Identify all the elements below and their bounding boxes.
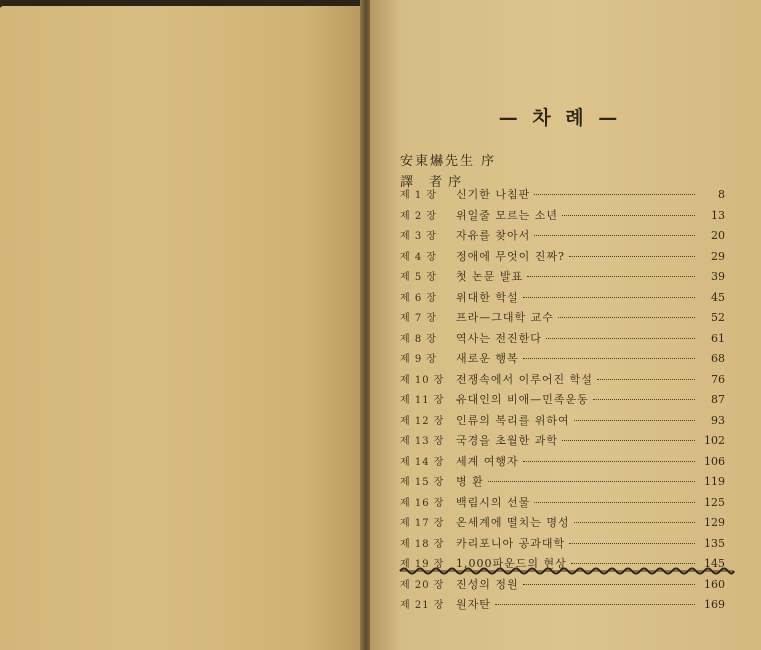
chapter-title: 카리포니아 공과대학 (456, 536, 566, 550)
toc-entry (400, 535, 725, 556)
toc-entry (400, 227, 725, 248)
preface-line: 安東爀先生 序 (400, 154, 497, 169)
toc-entry (400, 412, 725, 433)
toc-entry (400, 289, 725, 310)
toc-entry (400, 576, 725, 597)
page-number: 45 (711, 290, 725, 304)
dot-leader (574, 420, 695, 421)
toc-entry (400, 330, 725, 351)
chapter-number: 제 21 장 (400, 600, 445, 611)
chapter-title: 온세계에 떨치는 명성 (456, 516, 570, 529)
page-number: 129 (704, 516, 725, 529)
chapter-title: 위대한 학설 (456, 290, 519, 304)
toc-entry (400, 248, 725, 269)
page-number: 61 (711, 331, 725, 345)
page-number: 39 (711, 270, 725, 283)
page-number: 160 (704, 577, 725, 591)
chapter-number: 제 17 장 (400, 518, 445, 529)
chapter-title: 세계 여행자 (456, 454, 519, 468)
toc-entry (400, 514, 725, 535)
toc-entry (400, 350, 725, 371)
chapter-number: 제 13 장 (400, 436, 445, 447)
chapter-number: 제 16 장 (400, 497, 445, 509)
chapter-title: 백림시의 선물 (456, 495, 531, 509)
chapter-title: 전쟁속에서 이루어진 학설 (456, 372, 593, 386)
page-number: 87 (711, 393, 725, 406)
preface-line: 譯 者序 (400, 175, 468, 190)
chapter-title: 진성의 정원 (456, 577, 519, 591)
chapter-title: 인류의 복리를 위하여 (456, 413, 570, 427)
toc-entry (400, 432, 725, 453)
page-number: 13 (711, 208, 725, 222)
dot-leader (593, 399, 695, 400)
chapter-title: 원자탄 (456, 598, 491, 611)
dot-leader (571, 563, 695, 564)
dot-leader (546, 338, 695, 339)
page-number: 135 (704, 536, 725, 550)
page-number: 169 (704, 598, 725, 611)
toc-entry (400, 453, 725, 474)
chapter-title: 프라—그대학 교수 (456, 311, 554, 324)
chapter-title: 역사는 전진한다 (456, 331, 542, 345)
chapter-number: 제 8 장 (400, 333, 438, 345)
page-title: — 차 례 — (498, 107, 622, 129)
chapter-number: 제 18 장 (400, 538, 445, 550)
toc-entry (400, 494, 725, 515)
chapter-number: 제 20 장 (400, 579, 445, 591)
toc-entry (400, 596, 725, 617)
chapter-title: 위일줄 모르는 소년 (456, 208, 559, 222)
chapter-title: 병 환 (456, 475, 484, 488)
dot-leader (523, 461, 695, 462)
chapter-number: 제 7 장 (400, 313, 438, 324)
page-number: 93 (711, 413, 725, 427)
toc-entry (400, 186, 725, 207)
toc-entry (400, 391, 725, 412)
dot-leader (558, 317, 695, 318)
dot-leader (488, 481, 695, 482)
dot-leader (562, 215, 695, 216)
chapter-title: 1,000파운드의 현상 (456, 557, 567, 570)
page-number: 8 (718, 188, 725, 201)
chapter-number: 제 10 장 (400, 374, 445, 386)
chapter-number: 제 14 장 (400, 456, 445, 468)
page-number: 119 (704, 475, 725, 488)
page-number: 76 (711, 372, 725, 386)
dot-leader (523, 297, 695, 298)
dot-leader (534, 235, 695, 236)
page-number: 20 (711, 229, 725, 242)
toc-entry (400, 309, 725, 330)
decorative-rule (398, 565, 736, 577)
chapter-number: 제 11 장 (400, 395, 445, 406)
dot-leader (534, 194, 695, 195)
dot-leader (534, 502, 695, 503)
toc-entry (400, 371, 725, 392)
chapter-title: 자유를 찾아서 (456, 229, 531, 242)
chapter-number: 제 9 장 (400, 354, 438, 365)
page-number: 102 (704, 434, 725, 447)
page-number: 125 (704, 495, 725, 509)
dot-leader (527, 276, 695, 277)
chapter-number: 제 4 장 (400, 251, 438, 263)
chapter-number: 제 5 장 (400, 272, 438, 283)
dot-leader (523, 584, 695, 585)
dot-leader (597, 379, 695, 380)
chapter-number: 제 19 장 (400, 559, 445, 570)
dot-leader (495, 604, 695, 605)
chapter-title: 신기한 나침판 (456, 188, 531, 201)
page-number: 106 (704, 454, 725, 468)
chapter-number: 제 12 장 (400, 415, 445, 427)
chapter-title: 국경을 초월한 과학 (456, 434, 559, 447)
toc-entry (400, 268, 725, 289)
left-page (0, 6, 362, 650)
dot-leader (562, 440, 695, 441)
page-number: 68 (711, 352, 725, 365)
chapter-title: 새로운 행복 (456, 352, 519, 365)
toc-entry (400, 473, 725, 494)
chapter-title: 정애에 무엇이 진짜? (456, 249, 565, 263)
dot-leader (574, 522, 695, 523)
page-number: 29 (711, 249, 725, 263)
chapter-title: 유대인의 비애—민족운동 (456, 393, 589, 406)
chapter-number: 제 3 장 (400, 231, 438, 242)
dot-leader (569, 543, 695, 544)
dot-leader (569, 256, 695, 257)
chapter-number: 제 2 장 (400, 210, 438, 222)
page-number: 52 (711, 311, 725, 324)
chapter-title: 첫 논문 발표 (456, 270, 524, 283)
toc-entry (400, 207, 725, 228)
dot-leader (523, 358, 695, 359)
chapter-number: 제 15 장 (400, 477, 445, 488)
chapter-number: 제 1 장 (400, 190, 438, 201)
table-of-contents (400, 186, 725, 617)
page-number: 145 (704, 557, 725, 570)
chapter-number: 제 6 장 (400, 292, 438, 304)
